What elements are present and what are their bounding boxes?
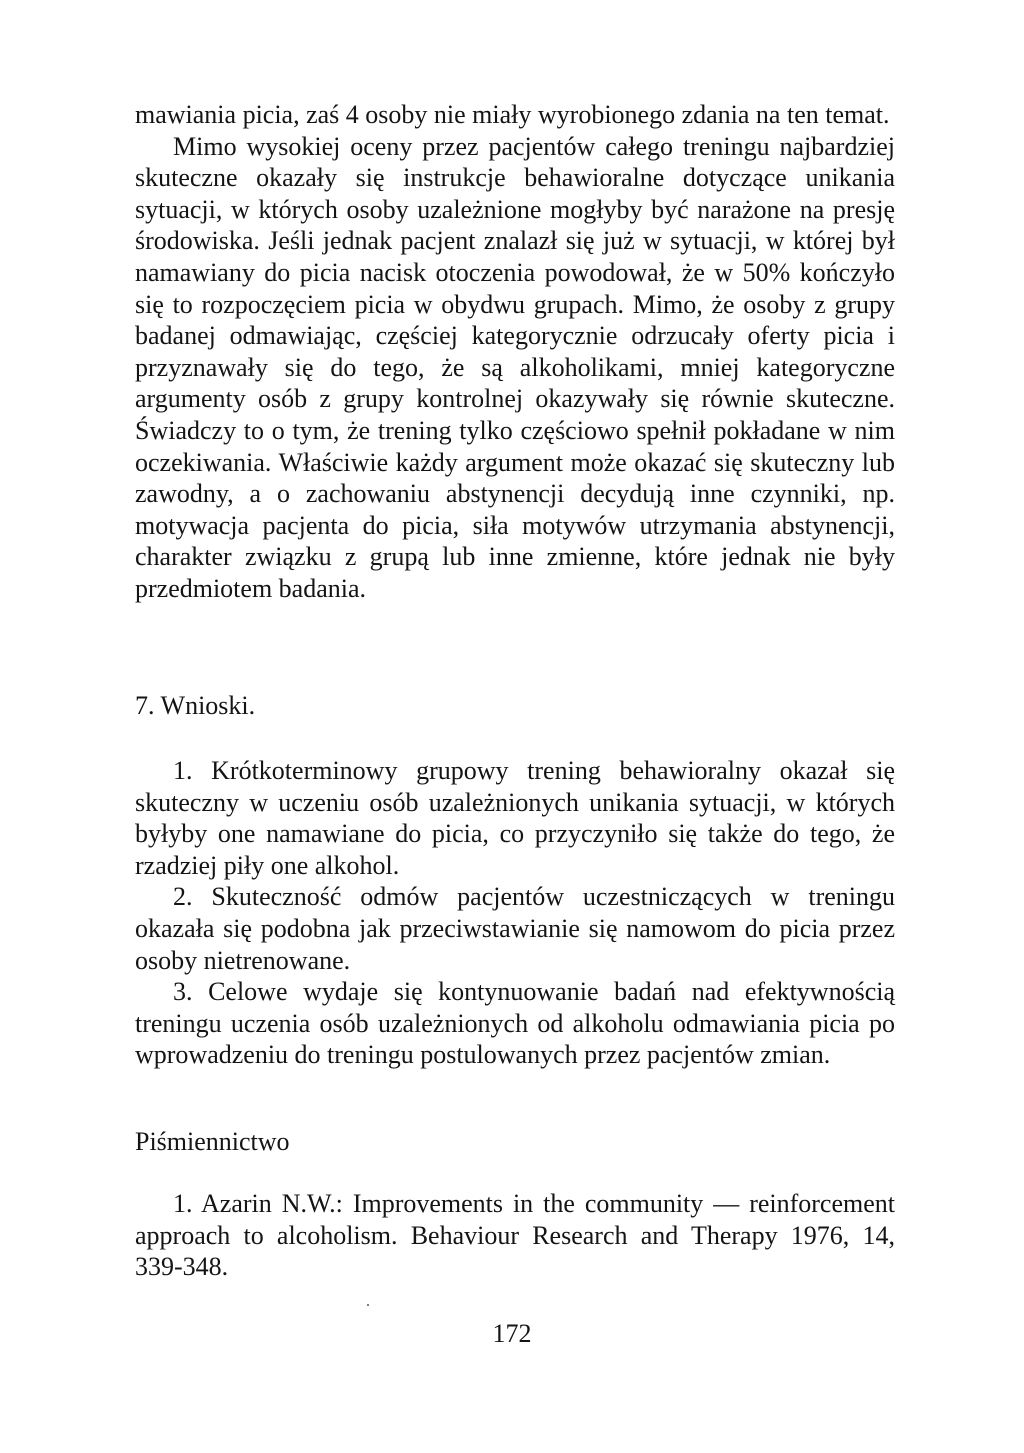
print-speck (367, 1304, 369, 1306)
section-heading-block (135, 690, 895, 722)
page-number: 172 (492, 1319, 532, 1348)
conclusion-item: 2. Skuteczność odmów pacjentów uczestniczących w treningu okazała się podobna jak przeciwstawianie się namowom do picia przez osoby nietrenowane. (135, 882, 895, 975)
section-heading: 7. Wnioski. (135, 691, 256, 720)
body-text (135, 99, 895, 605)
references-list (135, 1188, 895, 1283)
paragraph-continuation: mawiania picia, zaś 4 osoby nie miały wyrobionego zdania na ten temat. (135, 100, 890, 129)
conclusion-item: 3. Celowe wydaje się kontynuowanie badań nad efektywnością treningu uczenia osób uzależnionych od alkoholu odmawiania picia po wprowadzeniu do treningu postulowanych przez pacjentów zmian. (135, 977, 895, 1070)
paragraph-mimo: Mimo wysokiej oceny przez pacjentów całego treningu najbardziej skuteczne okazały się instrukcje behawioralne dotyczące unikania sytuacji, w których osoby uzależnione mogłyby być narażone na presję środowiska. Jeśli jednak pacjent znalazł się już w sytuacji, w której był namawiany do picia nacisk otoczenia powodował, że w 50% kończyło się to rozpoczęciem picia w obydwu grupach. Mimo, że osoby z grupy badanej odmawiając, częściej kategorycznie odrzucały oferty picia i przyznawały się do tego, że są alkoholikami, mniej kategoryczne argumenty osób z grupy kontrolnej okazywały się równie skuteczne. Świadczy to o tym, że trening tylko częściowo spełnił pokładane w nim oczekiwania. Właściwie każdy argument może okazać się skuteczny lub zawodny, a o zachowaniu abstynencji decydują inne czynniki, np. motywacja pacjenta do picia, siła motywów utrzymania abstynencji, charakter związku z grupą lub inne zmienne, które jednak nie były przedmiotem badania. (135, 131, 895, 603)
references-heading: Piśmiennictwo (135, 1127, 290, 1156)
conclusion-item: 1. Krótkoterminowy grupowy trening behawioralny okazał się skuteczny w uczeniu osób uzależnionych unikania sytuacji, w których byłyby one namawiane do picia, co przyczyniło się także do tego, że rzadziej piły one alkohol. (135, 756, 895, 880)
conclusions-list (135, 755, 895, 1071)
references-heading-block (135, 1126, 895, 1158)
reference-item: 1. Azarin N.W.: Improvements in the community — reinforcement approach to alcoholism. Behaviour Research and Therapy 1976, 14, 339-348. (135, 1189, 895, 1282)
